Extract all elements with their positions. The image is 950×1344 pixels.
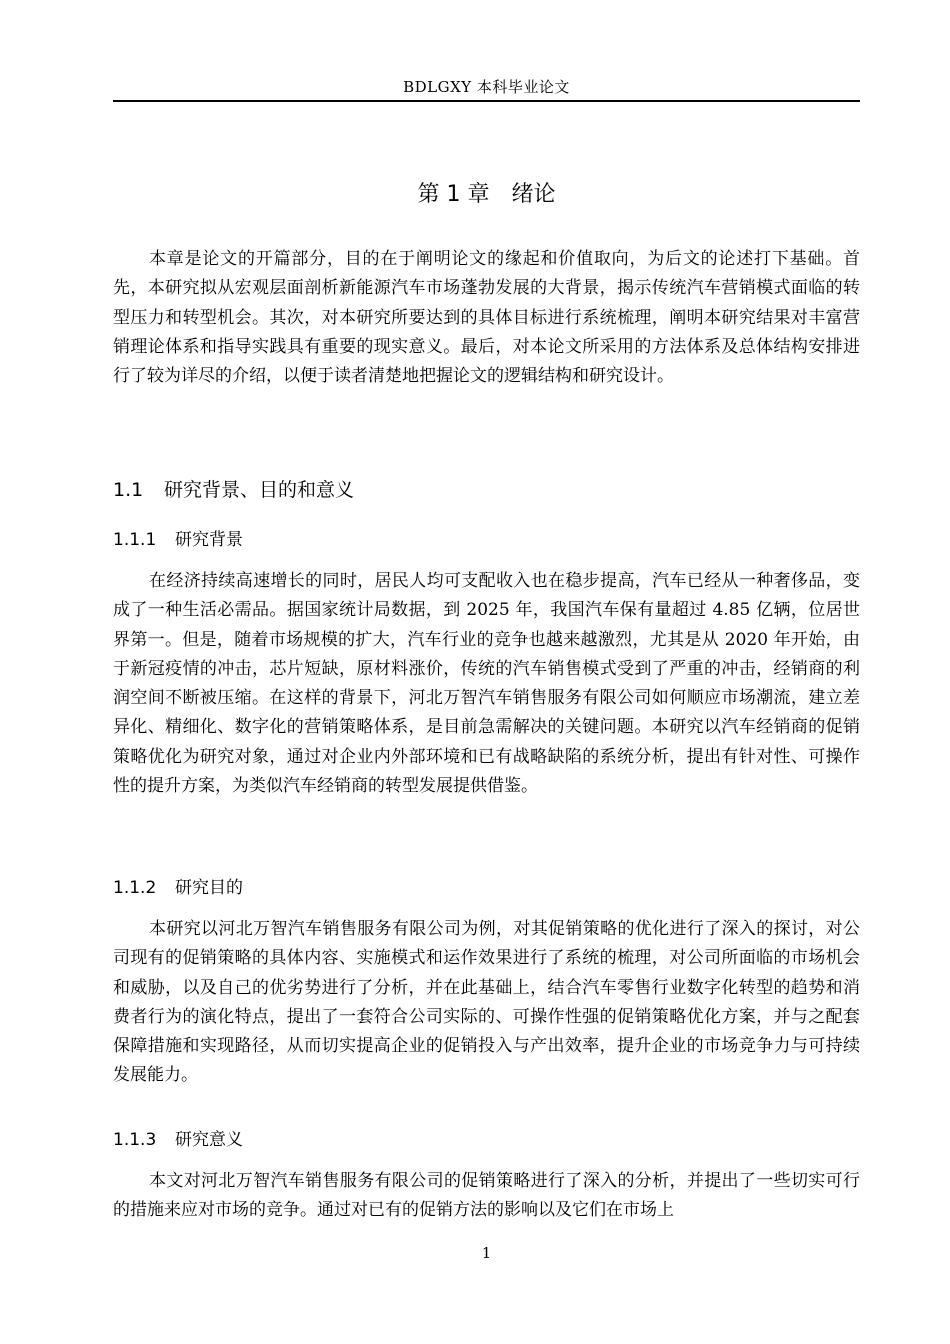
- subsection-title: 研究背景: [175, 530, 243, 550]
- subsection-heading-1-1-2: [113, 876, 860, 900]
- section-heading-1-1: [113, 477, 860, 503]
- section-title: 研究背景、目的和意义: [164, 479, 355, 501]
- page-number: 1: [481, 1244, 492, 1262]
- subsection-number: 1.1.1: [113, 530, 157, 550]
- chapter-number: 第 1 章: [417, 182, 490, 207]
- subsection-title: 研究目的: [175, 878, 243, 898]
- purpose-paragraph: 本研究以河北万智汽车销售服务有限公司为例，对其促销策略的优化进行了深入的探讨，对公司现有的促销策略的具体内容、实施模式和运作效果进行了系统的梳理，对公司所面临的市场机会和威胁，以及自己的优劣势进行了分析，并在此基础上，结合汽车零售行业数字化转型的趋势和消费者行为的演化特点，提出了一套符合公司实际的、可操作性强的促销策略优化方案，并与之配套保障措施和实现路径，从而切实提高企业的促销投入与产出效率，提升企业的市场竞争力与可持续发展能力。: [113, 919, 860, 1086]
- header-rule: [113, 100, 860, 102]
- chapter-heading: [113, 180, 860, 210]
- running-header: BDLGXY 本科毕业论文: [403, 78, 570, 96]
- background-paragraph: 在经济持续高速增长的同时，居民人均可支配收入也在稳步提高，汽车已经从一种奢侈品，变成了一种生活必需品。据国家统计局数据，到 2025 年，我国汽车保有量超过 4.85 亿辆，位居世界第一。但是，随着市场规模的扩大，汽车行业的竞争也越来越激烈，尤其是从 2020 年开始，由于新冠疫情的冲击，芯片短缺，原材料涨价，传统的汽车销售模式受到了严重的冲击，经销商的利润空间不断被压缩。在这样的背景下，河北万智汽车销售服务有限公司如何顺应市场潮流，建立差异化、精细化、数字化的营销策略体系，是目前急需解决的关键问题。本研究以汽车经销商的促销策略优化为研究对象，通过对企业内外部环境和已有战略缺陷的系统分析，提出有针对性、可操作性的提升方案，为类似汽车经销商的转型发展提供借鉴。: [113, 571, 860, 797]
- subsection-number: 1.1.3: [113, 1130, 157, 1150]
- subsection-title: 研究意义: [175, 1130, 243, 1150]
- subsection-heading-1-1-1: [113, 528, 860, 552]
- chapter-intro-paragraph: 本章是论文的开篇部分，目的在于阐明论文的缘起和价值取向，为后文的论述打下基础。首先，本研究拟从宏观层面剖析新能源汽车市场蓬勃发展的大背景，揭示传统汽车营销模式面临的转型压力和转型机会。其次，对本研究所要达到的具体目标进行系统梳理，阐明本研究结果对丰富营销理论体系和指导实践具有重要的现实意义。最后，对本论文所采用的方法体系及总体结构安排进行了较为详尽的介绍，以便于读者清楚地把握论文的逻辑结构和研究设计。: [113, 249, 860, 387]
- significance-paragraph: 本文对河北万智汽车销售服务有限公司的促销策略进行了深入的分析，并提出了一些切实可行的措施来应对市场的竞争。通过对已有的促销方法的影响以及它们在市场上: [113, 1171, 860, 1221]
- chapter-title: 绪论: [511, 182, 556, 207]
- subsection-number: 1.1.2: [113, 878, 157, 898]
- subsection-heading-1-1-3: [113, 1128, 860, 1152]
- section-number: 1.1: [113, 479, 144, 501]
